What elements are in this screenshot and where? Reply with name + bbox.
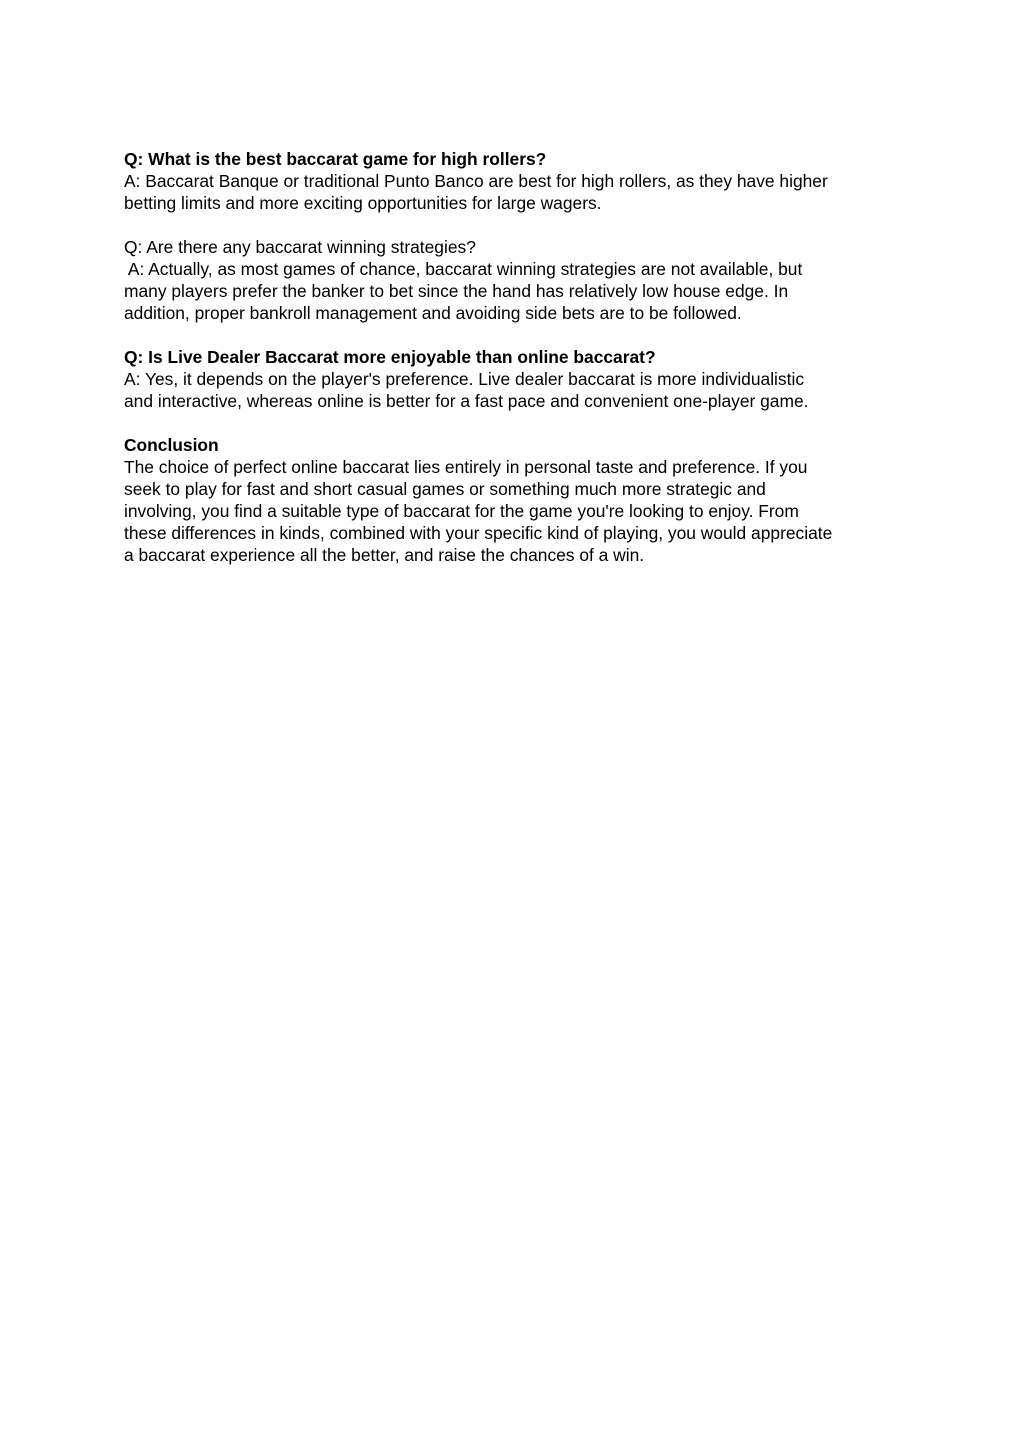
document-content — [124, 148, 904, 588]
conclusion-heading: Conclusion — [124, 435, 219, 455]
conclusion-line: these differences in kinds, combined with your specific kind of playing, you would appreciate — [124, 523, 833, 543]
faq-answer-line: addition, proper bankroll management and avoiding side bets are to be followed. — [124, 303, 742, 323]
faq-answer-line: A: Yes, it depends on the player's preference. Live dealer baccarat is more individualistic — [124, 369, 805, 389]
faq-question: Q: Is Live Dealer Baccarat more enjoyable than online baccarat? — [124, 347, 656, 367]
faq-question: Q: What is the best baccarat game for high rollers? — [124, 149, 547, 169]
faq-answer-line: A: Baccarat Banque or traditional Punto Banco are best for high rollers, as they have higher — [124, 171, 828, 191]
faq-answer-line: many players prefer the banker to bet since the hand has relatively low house edge. In — [124, 281, 789, 301]
conclusion-section — [124, 434, 904, 566]
faq-item-high-rollers — [124, 148, 904, 214]
faq-answer-line: A: Actually, as most games of chance, baccarat winning strategies are not available, but — [124, 259, 803, 279]
conclusion-line: seek to play for fast and short casual games or something much more strategic and — [124, 479, 766, 499]
faq-answer-line: betting limits and more exciting opportunities for large wagers. — [124, 193, 602, 213]
faq-item-live-dealer — [124, 346, 904, 412]
faq-item-strategies — [124, 236, 904, 324]
conclusion-line: The choice of perfect online baccarat lies entirely in personal taste and preference. If you — [124, 457, 808, 477]
faq-answer-line: and interactive, whereas online is better for a fast pace and convenient one-player game. — [124, 391, 809, 411]
conclusion-line: a baccarat experience all the better, and raise the chances of a win. — [124, 545, 645, 565]
conclusion-line: involving, you find a suitable type of baccarat for the game you're looking to enjoy. From — [124, 501, 799, 521]
faq-question: Q: Are there any baccarat winning strategies? — [124, 237, 476, 257]
